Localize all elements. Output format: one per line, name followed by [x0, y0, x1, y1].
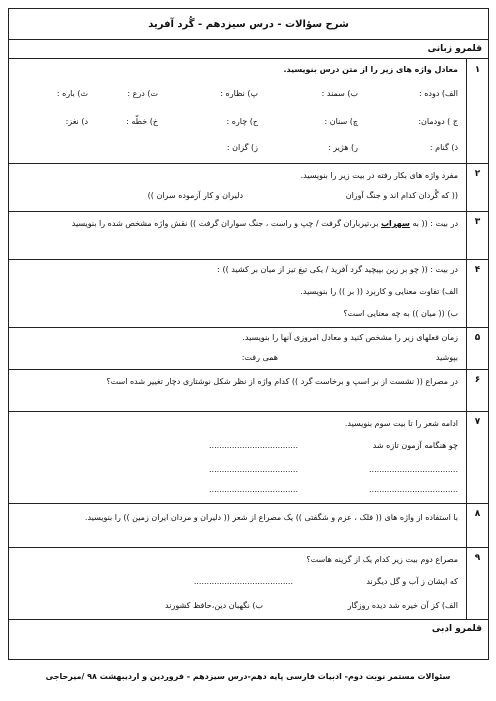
part-b: ب) (( میان )) به چه معنایی است؟	[343, 309, 458, 318]
blank-line: ...................................	[208, 485, 298, 494]
word-b: همی رفت:	[241, 353, 278, 362]
question-number: ۴	[466, 259, 488, 327]
verse-part-b: دلیران و کار آزموده سران ))	[147, 191, 243, 200]
question-5	[9, 327, 488, 370]
blank-line: ...................................	[208, 441, 298, 450]
page-title: شرح سؤالات - درس سیزدهم - گُرد آفرید	[9, 9, 488, 40]
question-number: ۲	[466, 163, 488, 211]
item: ر) هژیر :	[327, 143, 358, 152]
part-a: الف) تفاوت معنایی و کاربرد (( بر )) را بنویسید.	[300, 287, 458, 296]
blank-line: ...................................	[208, 465, 298, 474]
prompt-text-b: بر،تیرباران گرفت / چپ و راست ، جنگ سواران گرفت )) نقش واژه مشخص شده را بنویسید	[71, 219, 379, 228]
verse-part-a: (( که گُردان کدام اند و جنگ آوران	[345, 191, 458, 200]
item: پ) نظاره :	[220, 89, 258, 98]
question-9	[9, 547, 488, 620]
question-1	[9, 59, 488, 164]
question-number: ۹	[466, 547, 488, 619]
section-header-literary: قلمرو ادبی	[431, 624, 482, 634]
question-number: ۵	[466, 327, 488, 369]
question-prompt: زمان فعلهای زیر را مشخص کنید و معادل امروزی آنها را بنویسید.	[242, 333, 458, 342]
option-a: الف) کز آن خیره شد دیده روزگار	[347, 601, 458, 610]
question-number: ۷	[466, 411, 488, 503]
item: د) نغز:	[65, 117, 88, 126]
question-prompt: ادامه شعر را تا بیت سوم بنویسید.	[344, 419, 458, 428]
question-3	[9, 211, 488, 260]
word-a: بپوشید	[435, 353, 458, 362]
question-number: ۱	[466, 59, 488, 163]
blank-line: ...................................	[368, 465, 458, 474]
question-prompt: با استفاده از واژه های (( فلک ، عزم و شگفتی )) یک مصراع از شعر (( دلیران و مردان ایران زمین )) را بنویسید.	[84, 513, 458, 522]
item: الف) دوده :	[418, 89, 458, 98]
item: خ) خطّه :	[126, 117, 158, 126]
question-prompt: معادل واژه های زیر را از متن درس بنویسید.	[283, 65, 458, 74]
question-8	[9, 503, 488, 548]
question-7	[9, 411, 488, 504]
item: ت) درع :	[127, 89, 158, 98]
question-number: ۳	[466, 211, 488, 259]
item: ث) باره :	[56, 89, 88, 98]
item: ح) چاره :	[226, 117, 258, 126]
item: ج ) دودمان:	[418, 117, 458, 126]
question-prompt: در بیت : (( چو بر زین بپیچید گرد آفرید / یکی تیغ تیز از میان بر کشید )) :	[217, 265, 458, 274]
question-4	[9, 259, 488, 328]
footer: سئوالات مستمر نوبت دوم- ادبیات فارسی پایه دهم-درس سیزدهم - فروردین و اردیبهشت ۹۸ /میرحاجی	[45, 672, 451, 681]
option-b: ب) نگهبان دین،حافظ کشورند	[165, 601, 263, 610]
item: ز) گزان :	[226, 143, 258, 152]
question-prompt: در مصراع (( نشست از بر اسپ و برخاست گرد )) کدام واژه از نظر شکل نوشتاری دچار تغییر شده است؟	[106, 377, 458, 386]
blank-line: ...................................	[368, 485, 458, 494]
question-2	[9, 163, 488, 212]
question-number: ۶	[466, 369, 488, 411]
exam-sheet	[8, 8, 489, 660]
first-line: چو هنگامه آزمون تازه شد	[372, 441, 458, 450]
item: چ) سنان :	[324, 117, 358, 126]
question-number: ۸	[466, 503, 488, 547]
verse: که ایشان ز آب و گل دیگرند	[366, 577, 458, 586]
item: ذ) گنام :	[429, 143, 458, 152]
question-prompt: مفرد واژه های بکار رفته در بیت زیر را بنویسید.	[300, 171, 458, 180]
prompt-text-a: در بیت : (( به	[412, 219, 458, 228]
question-6	[9, 369, 488, 412]
section-header-language: قلمرو زبانی	[9, 39, 488, 59]
question-prompt	[72, 219, 458, 228]
underlined-word: سهراب	[381, 219, 410, 228]
question-prompt: مصراع دوم بیت زیر کدام یک از گزینه هاست؟	[306, 555, 458, 564]
blank-line: .......................................	[193, 577, 293, 586]
item: ب) سمند :	[321, 89, 358, 98]
